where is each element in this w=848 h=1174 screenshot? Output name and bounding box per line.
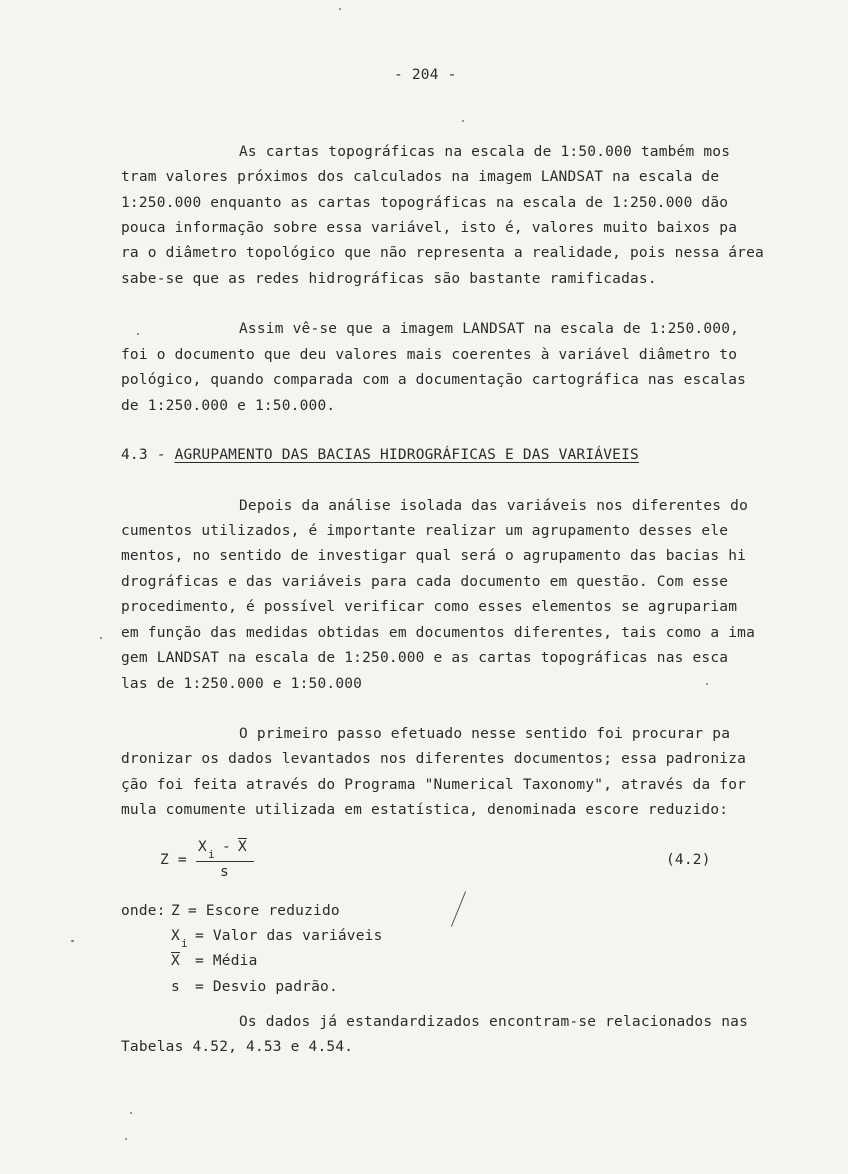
paragraph-1-line-5: ra o diâmetro topológico que não representa a realidade, pois nessa área [121,245,764,261]
paragraph-2-line-2: foi o documento que deu valores mais coerentes à variável diâmetro to [121,347,738,363]
def-mean-text: = Média [195,953,258,969]
section-number: 4.3 - [121,447,175,463]
paragraph-4-line-4: mula comumente utilizada em estatística, denominada escore reduzido: [121,802,729,818]
paragraph-1-line-2: tram valores próximos dos calculados na imagem LANDSAT na escala de [121,169,720,185]
formula-lhs: Z = [160,852,187,868]
scan-mark [451,891,466,927]
def-s-symbol: s [171,979,180,995]
paragraph-1-line-3: 1:250.000 enquanto as cartas topográficas na escala de 1:250.000 dão [121,195,729,211]
def-s-text: = Desvio padrão. [195,979,338,995]
formula-numerator-sub: i [208,848,215,861]
scan-speck [339,8,341,10]
scan-speck [71,940,74,942]
section-heading [121,446,639,464]
scan-speck [125,1138,127,1140]
formula-denominator: s [220,864,229,880]
paragraph-3-line-8: las de 1:250.000 e 1:50.000 [121,676,363,692]
paragraph-4-line-3: ção foi feita através do Programa "Numerical Taxonomy", através da for [121,777,747,793]
paragraph-2-line-1: Assim vê-se que a imagem LANDSAT na escala de 1:250.000, [239,321,740,337]
scan-speck [706,683,708,685]
paragraph-3-line-7: gem LANDSAT na escala de 1:250.000 e as cartas topográficas nas esca [121,650,729,666]
formula-mean: $\overline{X}$ [238,839,247,855]
fraction-bar [196,861,254,862]
section-title: AGRUPAMENTO DAS BACIAS HIDROGRÁFICAS E DAS VARIÁVEIS [174,447,639,463]
paragraph-3-line-3: mentos, no sentido de investigar qual será o agrupamento das bacias hi [121,548,747,564]
paragraph-5-line-1: Os dados já estandardizados encontram-se relacionados nas [239,1014,748,1030]
paragraph-4-line-2: dronizar os dados levantados nos diferentes documentos; essa padroniza [121,751,747,767]
paragraph-4-line-1: O primeiro passo efetuado nesse sentido foi procurar pa [239,726,731,742]
scan-speck [137,333,139,335]
paragraph-3-line-6: em função das medidas obtidas em documentos diferentes, tais como a ima [121,625,756,641]
paragraph-2-line-3: pológico, quando comparada com a documentação cartográfica nas escalas [121,372,747,388]
paragraph-3-line-4: drográficas e das variáveis para cada documento em questão. Com esse [121,574,729,590]
def-mean-symbol: $\overline{X}$ [171,953,180,969]
def-xi-symbol: X [171,928,180,944]
formula-numerator-var: X [198,839,207,855]
paragraph-3-line-5: procedimento, é possível verificar como esses elementos se agrupariam [121,599,738,615]
scan-speck [130,1112,132,1114]
def-xi-text: = Valor das variáveis [195,928,383,944]
formula-minus: - [222,839,231,855]
paragraph-1-line-6: sabe-se que as redes hidrográficas são bastante ramificadas. [121,271,657,287]
paragraph-1-line-1: As cartas topográficas na escala de 1:50.000 também mos [239,144,731,160]
def-xi-sub: i [181,937,188,950]
paragraph-2-line-4: de 1:250.000 e 1:50.000. [121,398,336,414]
paragraph-3-line-1: Depois da análise isolada das variáveis nos diferentes do [239,498,748,514]
page-number: - 204 - [394,67,457,83]
scan-speck [462,120,464,122]
paragraph-5-line-2: Tabelas 4.52, 4.53 e 4.54. [121,1039,354,1055]
definitions-intro: onde: [121,903,166,919]
scan-speck [100,637,102,639]
def-z-symbol: Z [171,903,180,919]
equation-number: (4.2) [666,852,711,868]
paragraph-1-line-4: pouca informação sobre essa variável, isto é, valores muito baixos pa [121,220,738,236]
paragraph-3-line-2: cumentos utilizados, é importante realizar um agrupamento desses ele [121,523,729,539]
def-z-text: = Escore reduzido [188,903,340,919]
